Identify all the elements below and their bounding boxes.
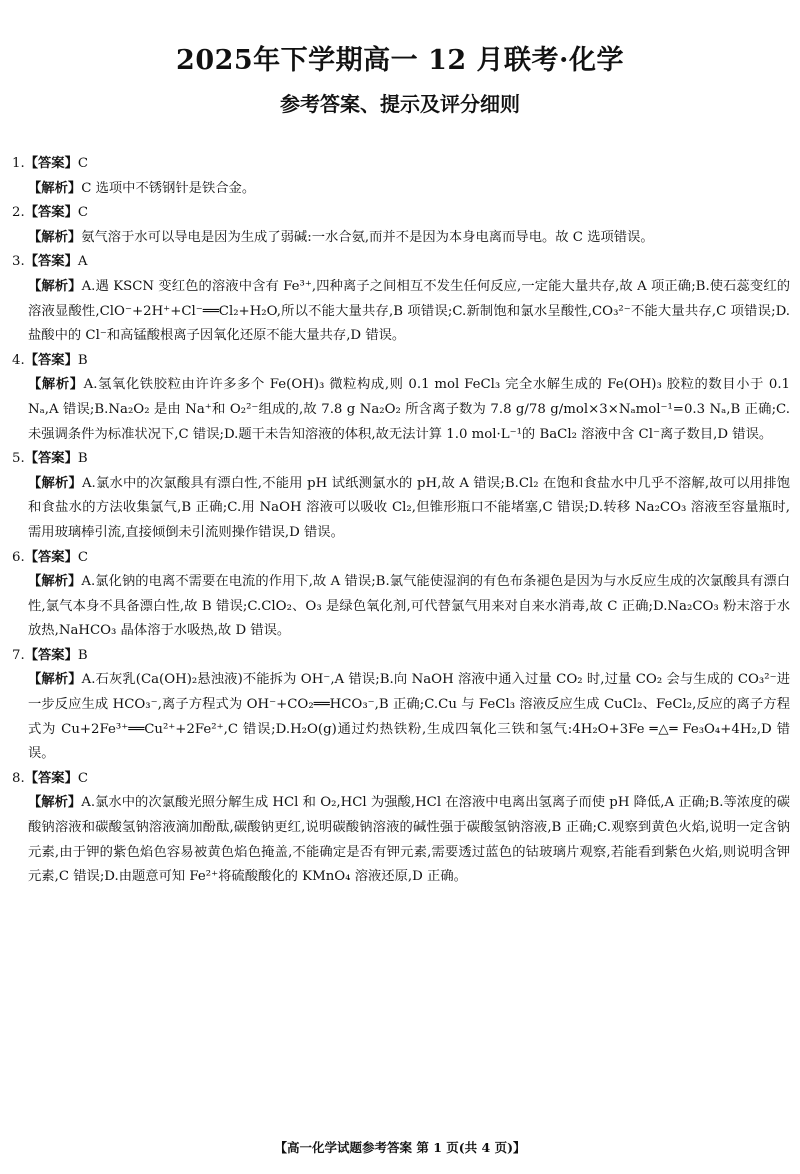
explanation-1 [28,177,790,202]
explanation-6 [28,570,790,644]
explanation-label: 【解析】 [28,278,82,294]
answer-label: 【答案】 [24,352,78,368]
answer-line-5 [12,447,790,472]
answer-value: C [77,770,89,786]
explanation-text: 氨气溶于水可以导电是因为生成了弱碱:一水合氨,而并不是因为本身电离而导电。故 C 选项错误。 [81,229,654,245]
explanation-label: 【解析】 [28,795,82,811]
answer-value: C [77,156,89,171]
explanation-label: 【解析】 [28,574,82,590]
explanation-text: A.氯水中的次氯酸光照分解生成 HCl 和 O₂,HCl 为强酸,HCl 在溶液中电离出氢离子而使 pH 降低,A 正确;B.等浓度的碳酸钠溶液和碳酸氢钠溶液滴加酚酞,碳酸钠更红,说明碳酸钠溶液的碱性强于碳酸氢钠溶液,B 正确;C.观察到黄色火焰,说明一定含钠元素,由于钾的紫色焰色容易被黄色焰色掩盖,不能确定是否有钾元素,需要透过蓝色的钴玻璃片观察,若能看到紫色火焰,则说明含钾元素,C 错误;D.由题意可知 Fe²⁺将硫酸酸化的 KMnO₄ 溶液还原,D 正确。 [28,795,791,885]
explanation-3 [28,275,790,349]
answer-list [12,152,790,890]
explanation-8 [28,791,790,889]
answer-value: B [77,451,88,467]
explanation-5 [28,472,790,546]
explanation-2 [28,226,790,251]
answer-value: B [77,647,88,663]
question-number: 2. [12,205,25,221]
answer-value: C [77,549,89,565]
explanation-4 [28,373,790,447]
explanation-text: A.氯水中的次氯酸具有漂白性,不能用 pH 试纸测氯水的 pH,故 A 错误;B.Cl₂ 在饱和食盐水中几乎不溶解,故可以用排饱和食盐水的方法收集氯气,B 正确;C.用 NaOH 溶液可以吸收 Cl₂,但锥形瓶口不能堵塞,C 错误;D.转移 Na₂CO₃ 溶液至容量瓶时,需用玻璃棒引流,直接倾倒未引流则操作错误,D 错误。 [28,475,791,540]
question-number: 1. [12,156,25,171]
answer-line-3 [12,250,790,275]
explanation-label: 【解析】 [28,377,84,393]
page-title: 2025年下学期高一 12 月联考·化学 [176,45,624,76]
explanation-label: 【解析】 [28,229,82,245]
explanation-text: C 选项中不锈钢针是铁合金。 [81,180,256,196]
question-number: 5. [12,451,25,467]
question-number: 6. [12,549,25,565]
answer-value: A [77,254,88,270]
explanation-label: 【解析】 [28,475,82,491]
explanation-text: A.遇 KSCN 变红色的溶液中含有 Fe³⁺,四种离子之间相互不发生任何反应,一定能大量共存,故 A 项正确;B.使石蕊变红的溶液显酸性,ClO⁻+2H⁺+Cl⁻══Cl₂+H₂O,所以不能大量共存,B 项错误;C.新制饱和氯水呈酸性,CO₃²⁻不能大量共存,C 项错误;D.盐酸中的 Cl⁻和高锰酸根离子因氧化还原不能大量共存,D 错误。 [28,278,791,344]
explanation-text: A.氢氧化铁胶粒由许许多多个 Fe(OH)₃ 微粒构成,则 0.1 mol FeCl₃ 完全水解生成的 Fe(OH)₃ 胶粒的数目小于 0.1 Nₐ,A 错误;B.Na₂O₂ 是由 Na⁺和 O₂²⁻组成的,故 7.8 g Na₂O₂ 所含离子数为 7.8 g/78 g/mol×3×Nₐmol⁻¹=0.3 Nₐ,B 正确;C.未强调条件为标准状况下,C 错误;D.题干未告知溶液的体积,故无法计算 1.0 mol·L⁻¹的 BaCl₂ 溶液中含 Cl⁻离子数目,D 错误。 [28,377,791,442]
answer-value: C [77,205,89,221]
page-footer: 【高一化学试题参考答案 第 1 页(共 4 页)】 [274,1140,526,1155]
answer-label: 【答案】 [24,205,78,221]
answer-label: 【答案】 [24,549,78,565]
answer-label: 【答案】 [24,770,78,786]
answer-label: 【答案】 [24,647,78,663]
answer-line-1 [12,152,790,177]
answer-label: 【答案】 [24,254,78,270]
page-subtitle: 参考答案、提示及评分细则 [280,92,520,116]
question-number: 4. [12,352,25,368]
answer-value: B [77,352,88,368]
answer-label: 【答案】 [24,156,78,171]
answer-line-7 [12,644,790,669]
question-number: 8. [12,770,25,786]
question-number: 3. [12,254,25,270]
answer-label: 【答案】 [24,451,78,467]
answer-line-8 [12,767,790,792]
explanation-text: A.石灰乳(Ca(OH)₂悬浊液)不能拆为 OH⁻,A 错误;B.向 NaOH 溶液中通入过量 CO₂ 时,过量 CO₂ 会与生成的 CO₃²⁻进一步反应生成 HCO₃⁻,离子方程式为 OH⁻+CO₂══HCO₃⁻,B 正确;C.Cu 与 FeCl₃ 溶液反应生成 CuCl₂、FeCl₂,反应的离子方程式为 Cu+2Fe³⁺══Cu²⁺+2Fe²⁺,C 错误;D.H₂O(g)通过灼热铁粉,生成四氧化三铁和氢气:4H₂O+3Fe ═△═ Fe₃O₄+4H₂,D 错误。 [28,672,791,762]
explanation-label: 【解析】 [28,672,82,688]
answer-line-4 [12,349,790,374]
explanation-text: A.氯化钠的电离不需要在电流的作用下,故 A 错误;B.氯气能使湿润的有色布条褪色是因为与水反应生成的次氯酸具有漂白性,氯气本身不具备漂白性,故 B 错误;C.ClO₂、O₃ 是绿色氧化剂,可代替氯气用来对自来水消毒,故 C 正确;D.Na₂CO₃ 粉末溶于水放热,NaHCO₃ 晶体溶于水吸热,故 D 错误。 [28,574,790,639]
answer-line-6 [12,546,790,571]
answer-line-2 [12,201,790,226]
explanation-label: 【解析】 [28,180,82,196]
question-number: 7. [12,647,25,663]
explanation-7 [28,668,790,766]
